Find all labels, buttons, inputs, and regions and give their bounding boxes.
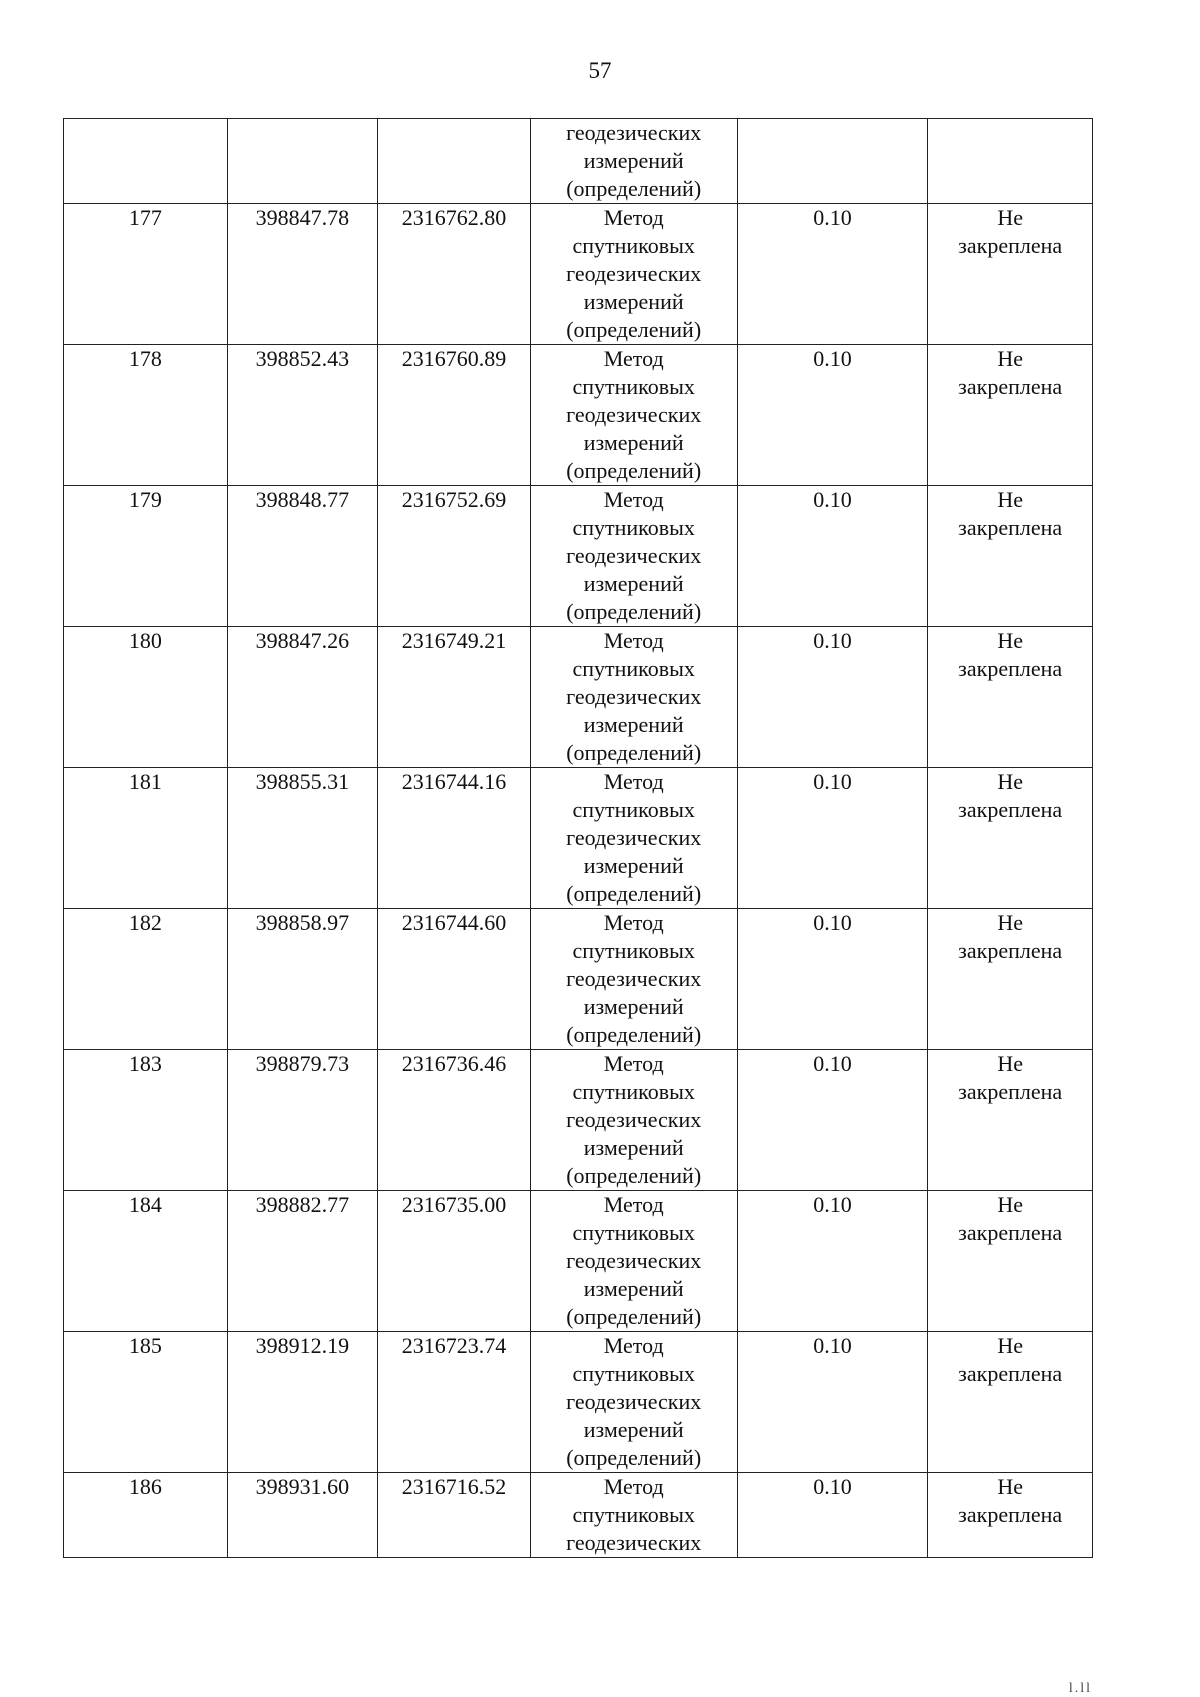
method-line: геодезических <box>566 1107 702 1132</box>
table-row <box>64 1050 1093 1191</box>
method-line: спутниковых <box>572 938 695 963</box>
fixing-line: закреплена <box>958 233 1063 258</box>
table-row <box>64 1473 1093 1558</box>
coordinates-table-body <box>64 119 1093 1558</box>
fixing-line: закреплена <box>958 1220 1063 1245</box>
cell-point-number: 180 <box>64 627 228 768</box>
method-line: Метод <box>603 205 664 230</box>
cell-point-number: 182 <box>64 909 228 1050</box>
cell-fixing <box>928 119 1093 204</box>
table-row <box>64 768 1093 909</box>
method-line: Метод <box>603 628 664 653</box>
cell-fixing <box>928 1473 1093 1558</box>
cell-method <box>530 909 737 1050</box>
cell-fixing <box>928 1050 1093 1191</box>
method-line: Метод <box>603 1051 664 1076</box>
cell-method <box>530 627 737 768</box>
cell-accuracy: 0.10 <box>737 486 928 627</box>
cell-y-coordinate: 2316716.52 <box>378 1473 531 1558</box>
method-line: измерений <box>583 994 684 1019</box>
fixing-line: закреплена <box>958 797 1063 822</box>
method-line: геодезических <box>566 684 702 709</box>
method-line: спутниковых <box>572 656 695 681</box>
page-number: 57 <box>588 58 612 83</box>
cell-method <box>530 768 737 909</box>
cell-point-number: 185 <box>64 1332 228 1473</box>
cell-x-coordinate <box>227 119 378 204</box>
cell-fixing <box>928 1332 1093 1473</box>
cell-y-coordinate: 2316744.16 <box>378 768 531 909</box>
cell-x-coordinate: 398912.19 <box>227 1332 378 1473</box>
table-row <box>64 1191 1093 1332</box>
cell-accuracy: 0.10 <box>737 1332 928 1473</box>
cell-method <box>530 119 737 204</box>
cell-accuracy: 0.10 <box>737 627 928 768</box>
table-row <box>64 345 1093 486</box>
cell-x-coordinate: 398855.31 <box>227 768 378 909</box>
cell-fixing <box>928 486 1093 627</box>
cell-y-coordinate: 2316735.00 <box>378 1191 531 1332</box>
cell-accuracy: 0.10 <box>737 204 928 345</box>
method-line: измерений <box>583 289 684 314</box>
cell-point-number: 179 <box>64 486 228 627</box>
method-line: Метод <box>603 910 664 935</box>
method-line: геодезических <box>566 1530 702 1555</box>
cell-x-coordinate: 398931.60 <box>227 1473 378 1558</box>
footer-mark: l.ll <box>1068 1681 1092 1696</box>
method-line: измерений <box>583 1417 684 1442</box>
method-line: геодезических <box>566 1248 702 1273</box>
cell-x-coordinate: 398879.73 <box>227 1050 378 1191</box>
fixing-line: Не <box>997 1051 1023 1076</box>
cell-point-number: 178 <box>64 345 228 486</box>
cell-x-coordinate: 398852.43 <box>227 345 378 486</box>
cell-point-number: 181 <box>64 768 228 909</box>
fixing-line: Не <box>997 205 1023 230</box>
method-line: геодезических <box>566 825 702 850</box>
method-line: измерений <box>583 148 684 173</box>
fixing-line: Не <box>997 910 1023 935</box>
method-line: (определений) <box>566 1163 702 1188</box>
cell-x-coordinate: 398847.26 <box>227 627 378 768</box>
cell-fixing <box>928 345 1093 486</box>
fixing-line: закреплена <box>958 938 1063 963</box>
method-line: Метод <box>603 1333 664 1358</box>
cell-point-number: 184 <box>64 1191 228 1332</box>
fixing-line: Не <box>997 1192 1023 1217</box>
method-line: Метод <box>603 487 664 512</box>
method-line: (определений) <box>566 317 702 342</box>
fixing-line: закреплена <box>958 656 1063 681</box>
coordinates-table <box>63 118 1093 1558</box>
cell-x-coordinate: 398858.97 <box>227 909 378 1050</box>
method-line: измерений <box>583 1135 684 1160</box>
fixing-line: Не <box>997 628 1023 653</box>
fixing-line: закреплена <box>958 374 1063 399</box>
cell-method <box>530 204 737 345</box>
cell-y-coordinate: 2316762.80 <box>378 204 531 345</box>
fixing-line: Не <box>997 487 1023 512</box>
fixing-line: закреплена <box>958 1502 1063 1527</box>
method-line: геодезических <box>566 543 702 568</box>
method-line: измерений <box>583 712 684 737</box>
cell-x-coordinate: 398847.78 <box>227 204 378 345</box>
cell-point-number: 177 <box>64 204 228 345</box>
method-line: измерений <box>583 853 684 878</box>
cell-point-number: 186 <box>64 1473 228 1558</box>
method-line: спутниковых <box>572 1502 695 1527</box>
method-line: (определений) <box>566 1022 702 1047</box>
cell-method <box>530 1050 737 1191</box>
fixing-line: закреплена <box>958 515 1063 540</box>
fixing-line: закреплена <box>958 1079 1063 1104</box>
cell-y-coordinate <box>378 119 531 204</box>
method-line: (определений) <box>566 1304 702 1329</box>
cell-fixing <box>928 909 1093 1050</box>
cell-accuracy: 0.10 <box>737 1191 928 1332</box>
cell-y-coordinate: 2316723.74 <box>378 1332 531 1473</box>
method-line: Метод <box>603 1474 664 1499</box>
cell-method <box>530 1191 737 1332</box>
cell-x-coordinate: 398882.77 <box>227 1191 378 1332</box>
method-line: спутниковых <box>572 233 695 258</box>
method-line: (определений) <box>566 176 702 201</box>
table-row <box>64 909 1093 1050</box>
cell-fixing <box>928 768 1093 909</box>
method-line: геодезических <box>566 402 702 427</box>
fixing-line: Не <box>997 769 1023 794</box>
fixing-line: закреплена <box>958 1361 1063 1386</box>
method-line: (определений) <box>566 458 702 483</box>
method-line: (определений) <box>566 881 702 906</box>
fixing-line: Не <box>997 1333 1023 1358</box>
cell-accuracy <box>737 119 928 204</box>
method-line: (определений) <box>566 599 702 624</box>
cell-method <box>530 1473 737 1558</box>
method-line: геодезических <box>566 1389 702 1414</box>
method-line: (определений) <box>566 740 702 765</box>
method-line: спутниковых <box>572 1361 695 1386</box>
table-row <box>64 486 1093 627</box>
method-line: измерений <box>583 1276 684 1301</box>
method-line: (определений) <box>566 1445 702 1470</box>
cell-y-coordinate: 2316749.21 <box>378 627 531 768</box>
cell-fixing <box>928 204 1093 345</box>
cell-method <box>530 345 737 486</box>
cell-fixing <box>928 627 1093 768</box>
cell-accuracy: 0.10 <box>737 1050 928 1191</box>
cell-method <box>530 486 737 627</box>
cell-y-coordinate: 2316736.46 <box>378 1050 531 1191</box>
cell-accuracy: 0.10 <box>737 768 928 909</box>
cell-point-number: 183 <box>64 1050 228 1191</box>
method-line: геодезических <box>566 120 702 145</box>
method-line: спутниковых <box>572 797 695 822</box>
cell-fixing <box>928 1191 1093 1332</box>
table-row <box>64 1332 1093 1473</box>
method-line: Метод <box>603 769 664 794</box>
cell-point-number <box>64 119 228 204</box>
method-line: спутниковых <box>572 1220 695 1245</box>
method-line: спутниковых <box>572 1079 695 1104</box>
method-line: спутниковых <box>572 515 695 540</box>
fixing-line: Не <box>997 346 1023 371</box>
method-line: геодезических <box>566 966 702 991</box>
cell-accuracy: 0.10 <box>737 1473 928 1558</box>
method-line: геодезических <box>566 261 702 286</box>
cell-y-coordinate: 2316744.60 <box>378 909 531 1050</box>
cell-accuracy: 0.10 <box>737 909 928 1050</box>
method-line: Метод <box>603 1192 664 1217</box>
table-row <box>64 627 1093 768</box>
table-row <box>64 204 1093 345</box>
method-line: спутниковых <box>572 374 695 399</box>
method-line: измерений <box>583 571 684 596</box>
cell-method <box>530 1332 737 1473</box>
cell-x-coordinate: 398848.77 <box>227 486 378 627</box>
method-line: Метод <box>603 346 664 371</box>
cell-y-coordinate: 2316752.69 <box>378 486 531 627</box>
fixing-line: Не <box>997 1474 1023 1499</box>
table-row-continuation <box>64 119 1093 204</box>
cell-accuracy: 0.10 <box>737 345 928 486</box>
cell-y-coordinate: 2316760.89 <box>378 345 531 486</box>
method-line: измерений <box>583 430 684 455</box>
